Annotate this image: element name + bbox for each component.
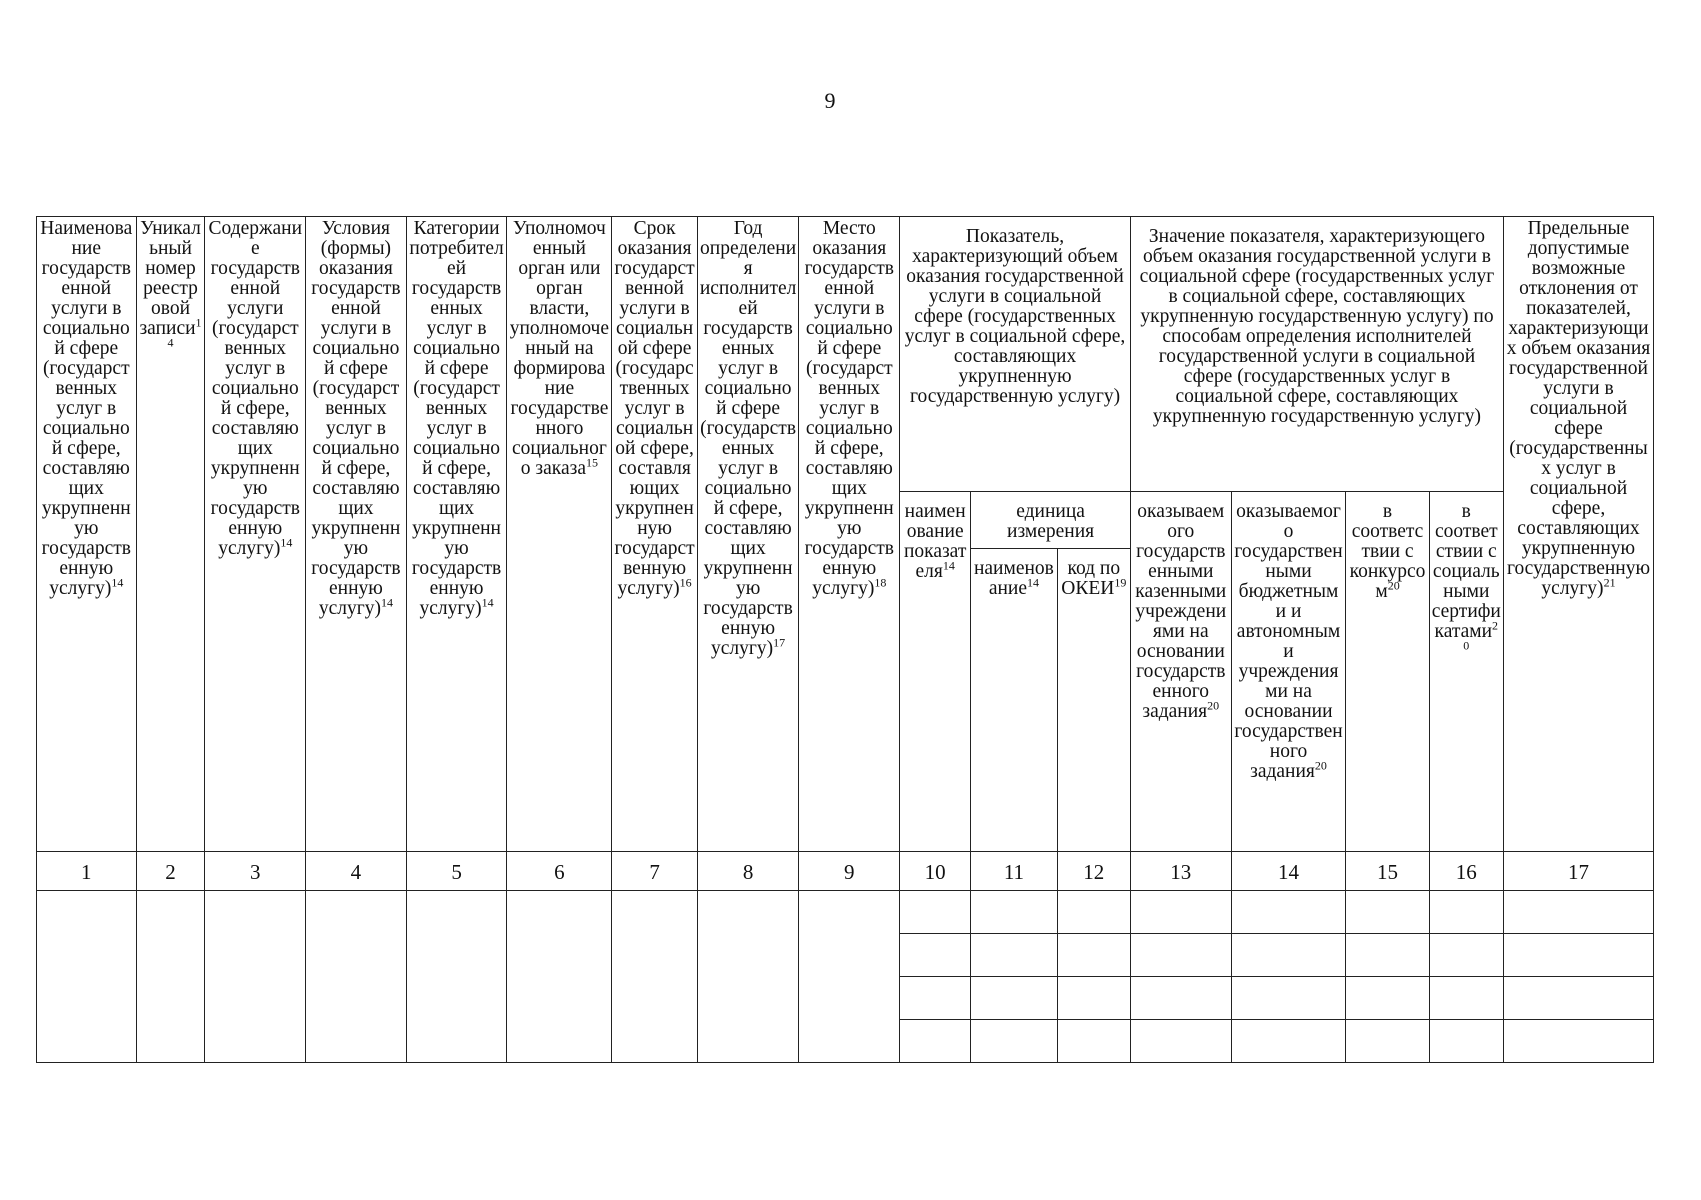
empty-cell — [507, 891, 612, 1063]
header-value-certificates: в соответствии с социальными сертификатами$^{20}$ — [1429, 492, 1503, 852]
empty-cell — [136, 891, 205, 1063]
empty-cell — [1503, 934, 1653, 977]
empty-cell — [900, 891, 971, 934]
empty-cell — [971, 891, 1057, 934]
empty-cell — [612, 891, 697, 1063]
column-number: 8 — [697, 852, 799, 891]
empty-cell — [1130, 1020, 1231, 1063]
empty-cell — [1057, 891, 1130, 934]
header-value-group: Значение показателя, характеризующего объем оказания государственной услуги в социальной сфере (государственных услуг в социальной сфере, составляющих укрупненную государственную услугу) по способам определения исполнителей государственной услуги в социальной сфере (государственных услуг в социальной сфере, составляющих укрупненную государственную услугу) — [1130, 217, 1503, 492]
header-allowed-deviations: Предельные допустимые возможные отклонения от показателей, характеризующих объем оказания государственной услуги в социальной сфере (государственных услуг в социальной сфере, составляющих укрупненную государственную услугу)$^{21}$ — [1503, 217, 1653, 852]
table-row — [37, 891, 1654, 934]
registry-table — [36, 216, 1654, 1063]
empty-cell — [1346, 891, 1429, 934]
empty-cell — [799, 891, 900, 1063]
empty-cell — [1231, 1020, 1346, 1063]
empty-cell — [1130, 934, 1231, 977]
header-indicator-group: Показатель, характеризующий объем оказания государственной услуги в социальной сфере (государственных услуг в социальной сфере, составляющих укрупненную государственную услугу) — [900, 217, 1131, 492]
header-value-budget-autonomous: оказываемого государственными бюджетными и автономными учреждениями на основании государственного задания$^{20}$ — [1231, 492, 1346, 852]
empty-cell — [900, 934, 971, 977]
header-consumer-categories: Категории потребителей государственных услуг в социальной сфере (государственных услуг в социальной сфере, составляющих укрупненную государственную услугу)$^{14}$ — [406, 217, 507, 852]
column-number: 5 — [406, 852, 507, 891]
empty-cell — [1346, 977, 1429, 1020]
column-number: 15 — [1346, 852, 1429, 891]
column-number: 1 — [37, 852, 137, 891]
empty-cell — [1231, 891, 1346, 934]
empty-cell — [971, 1020, 1057, 1063]
column-number: 17 — [1503, 852, 1653, 891]
empty-cell — [971, 934, 1057, 977]
column-number: 13 — [1130, 852, 1231, 891]
empty-cell — [1057, 977, 1130, 1020]
empty-cell — [1057, 934, 1130, 977]
header-determination-year: Год определения исполнителей государственных услуг в социальной сфере (государственных услуг в социальной сфере, составляющих укрупненную государственную услугу)$^{17}$ — [697, 217, 799, 852]
empty-cell — [900, 1020, 971, 1063]
empty-cell — [1130, 891, 1231, 934]
header-service-place: Место оказания государственной услуги в социальной сфере (государственных услуг в социальной сфере, составляющих укрупненную государственную услугу)$^{18}$ — [799, 217, 900, 852]
empty-cell — [1231, 977, 1346, 1020]
empty-cell — [1057, 1020, 1130, 1063]
header-unit-name: наименование$^{14}$ — [971, 549, 1057, 852]
header-authorized-body: Уполномоченный орган или орган власти, уполномоченный на формирование государственного социального заказа$^{15}$ — [507, 217, 612, 852]
empty-cell — [697, 891, 799, 1063]
header-registry-number: Уникальный номер реестровой записи$^{14}$ — [136, 217, 205, 852]
empty-cell — [900, 977, 971, 1020]
column-number: 4 — [306, 852, 407, 891]
empty-cell — [1503, 1020, 1653, 1063]
column-number: 3 — [205, 852, 306, 891]
page-number: 9 — [824, 88, 836, 113]
empty-cell — [1503, 891, 1653, 934]
column-number: 10 — [900, 852, 971, 891]
header-unit-code: код по ОКЕИ$^{19}$ — [1057, 549, 1130, 852]
empty-cell — [1346, 934, 1429, 977]
column-number-row — [37, 852, 1654, 891]
empty-cell — [37, 891, 137, 1063]
column-number: 2 — [136, 852, 205, 891]
header-service-term: Срок оказания государственной услуги в социальной сфере (государственных услуг в социальной сфере, составляющих укрупненную государственную услугу)$^{16}$ — [612, 217, 697, 852]
empty-cell — [971, 977, 1057, 1020]
column-number: 12 — [1057, 852, 1130, 891]
empty-cell — [1429, 1020, 1503, 1063]
column-number: 11 — [971, 852, 1057, 891]
empty-cell — [1429, 934, 1503, 977]
empty-cell — [1503, 977, 1653, 1020]
empty-cell — [1429, 977, 1503, 1020]
empty-cell — [306, 891, 407, 1063]
header-value-state-treasury: оказываемого государственными казенными учреждениями на основании государственного задания$^{20}$ — [1130, 492, 1231, 852]
column-number: 14 — [1231, 852, 1346, 891]
header-row-1 — [37, 217, 1654, 492]
header-unit-group: единица измерения — [971, 492, 1131, 549]
column-number: 6 — [507, 852, 612, 891]
column-number: 7 — [612, 852, 697, 891]
empty-cell — [205, 891, 306, 1063]
empty-cell — [1130, 977, 1231, 1020]
column-number: 16 — [1429, 852, 1503, 891]
empty-cell — [1231, 934, 1346, 977]
empty-cell — [406, 891, 507, 1063]
header-service-conditions: Условия (формы) оказания государственной услуги в социальной сфере (государственных услуг в социальной сфере, составляющих укрупненную государственную услугу)$^{14}$ — [306, 217, 407, 852]
empty-cell — [1429, 891, 1503, 934]
header-service-content: Содержание государственной услуги (государственных услуг в социальной сфере, составляющих укрупненную государственную услугу)$^{14}$ — [205, 217, 306, 852]
empty-cell — [1346, 1020, 1429, 1063]
column-number: 9 — [799, 852, 900, 891]
header-indicator-name: наименование показателя$^{14}$ — [900, 492, 971, 852]
header-service-name: Наименование государственной услуги в социальной сфере (государственных услуг в социальной сфере, составляющих укрупненную государственную услугу)$^{14}$ — [37, 217, 137, 852]
header-value-competition: в соответствии с конкурсом$^{20}$ — [1346, 492, 1429, 852]
